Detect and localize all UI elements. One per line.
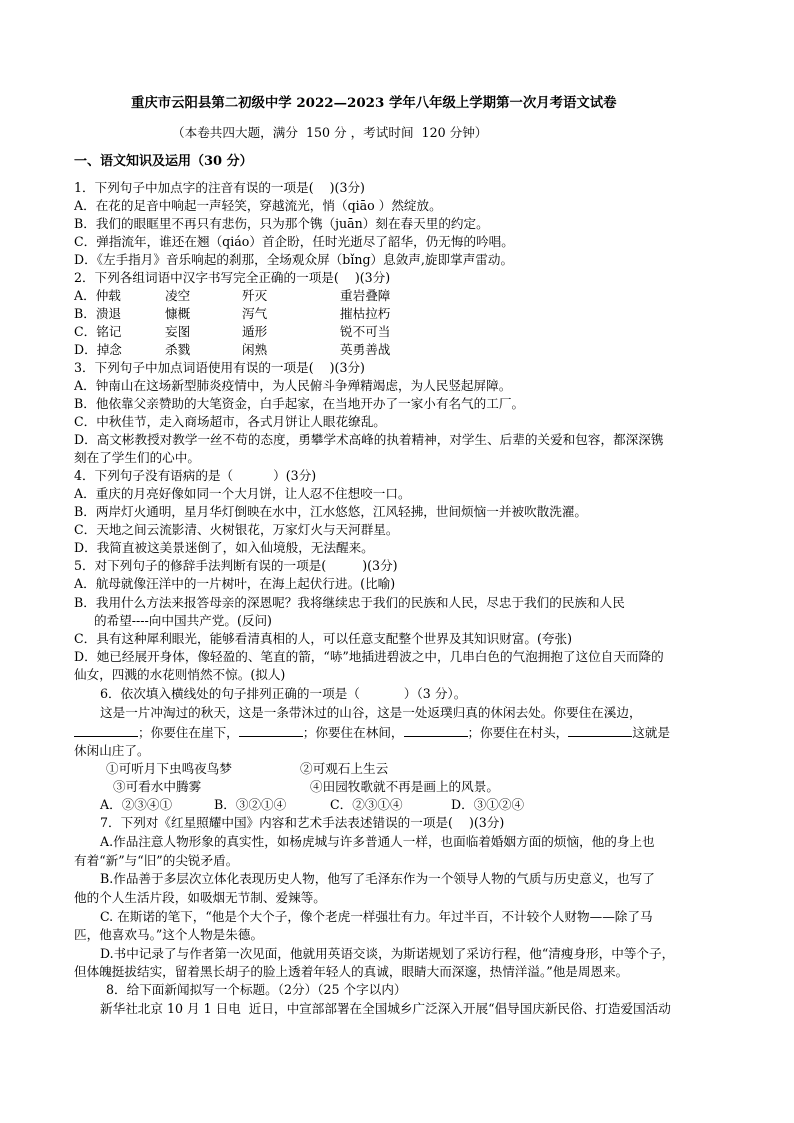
question-7-option-d: D.书中记录了与作者第一次见面，他就用英语交谈，为斯诺规划了采访行程，他“清瘦身形，中等个子， xyxy=(100,946,675,961)
question-3-option-d-cont: 刻在了学生们的心中。 xyxy=(74,450,200,465)
question-2-option-a-word-4: 重岩叠障 xyxy=(340,288,391,303)
question-7-option-b-cont: 他的个人生活片段，如吸烟无节制、爱辣等。 xyxy=(74,890,326,905)
question-3-option-a: A．钟南山在这场新型肺炎疫情中，为人民俯斗争殚精竭虑，为人民竖起屏障。 xyxy=(74,378,512,393)
fill-blank-1[interactable] xyxy=(74,726,138,737)
question-1-option-c: C．弹指流年，谁还在翘（qiáo）首企盼，任时光逝尽了韶华，仍无悔的吟唱。 xyxy=(74,234,514,249)
page-title: 重庆市云阳县第二初级中学 2022—2023 学年八年级上学期第一次月考语文试卷 xyxy=(131,95,617,111)
question-4-option-b: B．两岸灯火通明，星月华灯倒映在水中，江水悠悠，江风轻拂，世间烦恼一并被吹散洗濯。 xyxy=(74,504,588,519)
question-6-stem: 6．依次填入横线处的句子排列正确的一项是（ ）（3 分）。 xyxy=(100,686,467,701)
question-2-option-b-word-2: 慷概 xyxy=(165,306,191,321)
question-2-option-d-word-2: 杀戮 xyxy=(165,342,191,357)
question-7-stem: 7．下列对《红星照耀中国》内容和艺术手法表述错误的一项是( )(3分) xyxy=(100,815,505,830)
question-3-option-b: B．他依靠父亲赞助的大笔资金，白手起家，在当地开办了一家小有名气的工厂。 xyxy=(74,396,525,411)
fill-blank-2[interactable] xyxy=(239,726,303,737)
question-3-option-d: D．高文彬教授对教学一丝不苟的态度，勇攀学术高峰的执着精神，对学生、后辈的关爱和包容，都深深镌 xyxy=(74,432,664,447)
question-2-option-c-word-3: 遁形 xyxy=(242,324,268,339)
question-2-option-c-word-2: 妄图 xyxy=(165,324,191,339)
question-1-stem: 1．下列句子中加点字的注音有误的一项是( )(3分) xyxy=(74,180,365,195)
question-2-option-a-word-2: 凌空 xyxy=(165,288,191,303)
question-5-option-d: D．她已经展开身体，像轻盈的、笔直的箭，“哧”地插进碧波之中，几串白色的气泡拥抱了这位自天而降的 xyxy=(74,649,664,664)
question-4-option-d: D．我简直被这美景迷倒了，如入仙境般，无法醒来。 xyxy=(74,540,374,555)
question-7-option-a: A.作品注意人物形象的真实性，如杨虎城与许多普通人一样，也面临着婚姻方面的烦恼，他的身上也 xyxy=(100,834,655,849)
question-7-option-a-cont: 有着“新”与“旧”的尖锐矛盾。 xyxy=(74,853,239,868)
fill-blank-3[interactable] xyxy=(404,726,468,737)
question-5-option-b-cont: 的希望----向中国共产党。(反问) xyxy=(94,613,272,628)
section-heading: 一、语文知识及运用（30 分） xyxy=(74,154,253,169)
question-5-option-c: C．具有这种犀利眼光，能够看清真相的人，可以任意支配整个世界及其知识财富。(夸张) xyxy=(74,631,573,646)
question-6-option-a: A．②③④① xyxy=(100,797,173,812)
question-7-option-c: C. 在斯诺的笔下，“他是个大个子，像个老虎一样强壮有力。年过半百，不计较个人财物——除了马 xyxy=(100,909,653,924)
question-2-option-b-word-1: B．溃退 xyxy=(74,306,122,321)
question-4-stem: 4．下列句子没有语病的是（ ）(3分) xyxy=(74,468,317,483)
question-2-option-d-word-3: 闲熟 xyxy=(242,342,268,357)
question-2-stem: 2．下列各组词语中汉字书写完全正确的一项是( )(3分) xyxy=(74,270,391,285)
question-2-option-b-word-3: 泻气 xyxy=(242,306,268,321)
question-6-passage: 这是一片冲淘过的秋天，这是一条带沐过的山谷，这是一处返璞归真的休闲去处。你要住在溪边， xyxy=(100,705,642,720)
question-2-option-a-word-1: A．仲载 xyxy=(74,288,121,303)
question-8-news-text: 新华社北京 10 月 1 日电 近日，中宣部部署在全国城乡广泛深入开展“倡导国庆新民俗、打造爱国活动 xyxy=(100,1001,671,1016)
question-2-option-c-word-4: 锐不可当 xyxy=(340,324,391,339)
question-6-passage-line-3: 休闲山庄了。 xyxy=(74,743,150,758)
question-3-stem: 3．下列句子中加点词语使用有误的一项是( )(3分) xyxy=(74,360,365,375)
question-7-option-d-cont: 但体魄挺拔结实，留着黑长胡子的脸上透着年轻人的真诚，眼睛大而深邃，热情洋溢。”他是周恩来。 xyxy=(74,964,629,979)
question-1-option-a: A．在花的足音中响起一声轻笑，穿越流光，悄（qiāo ）然绽放。 xyxy=(74,198,442,213)
question-6-choice-1: ①可听月下虫鸣夜鸟梦 xyxy=(106,761,232,776)
question-6-option-c: C．②③①④ xyxy=(330,797,403,812)
question-2-option-d-word-1: D．掉念 xyxy=(74,342,122,357)
question-1-option-d: D．《左手指月》音乐响起的刹那，全场观众屏（bǐng）息敛声,旋即掌声雷动。 xyxy=(74,252,514,267)
question-6-choice-2: ②可观石上生云 xyxy=(300,761,389,776)
question-8-stem: 8．给下面新闻拟写一个标题。（2分）（25 个字以内） xyxy=(106,982,407,997)
question-2-option-a-word-3: 歼灭 xyxy=(242,288,268,303)
question-7-option-b: B.作品善于多层次立体化表现历史人物，他写了毛泽东作为一个领导人物的气质与历史意义，也写了 xyxy=(100,871,655,886)
question-1-option-b: B．我们的眼眶里不再只有悲伤，只为那个镌（juān）刻在春天里的约定。 xyxy=(74,216,489,231)
question-5-option-d-cont: 仙女，四溅的水花则悄然不惊。(拟人) xyxy=(74,667,286,682)
question-6-choice-4: ④田园牧歌就不再是画上的风景。 xyxy=(310,779,499,794)
question-5-option-a: A．航母就像汪洋中的一片树叶，在海上起伏行进。(比喻) xyxy=(74,576,396,591)
question-2-option-b-word-4: 摧枯拉朽 xyxy=(340,306,391,321)
question-5-stem: 5．对下列句子的修辞手法判断有误的一项是( )(3分) xyxy=(74,558,398,573)
question-6-choice-3: ③可看水中腾雾 xyxy=(113,779,202,794)
question-6-passage-line-2: ；你要住在崖下， ；你要住在林间， ；你要住在村头， 这就是 xyxy=(74,726,670,740)
question-7-option-c-cont: 匹，他喜欢马。”这个人物是朱德。 xyxy=(74,927,264,942)
question-6-option-d: D．③①②④ xyxy=(451,797,525,812)
exam-subtitle: （本卷共四大题，满分 150 分 ，考试时间 120 分钟） xyxy=(172,125,488,140)
question-2-option-d-word-4: 英勇善战 xyxy=(340,342,391,357)
question-4-option-c: C．天地之间云流影清、火树银花，万家灯火与天河群星。 xyxy=(74,522,399,537)
fill-blank-4[interactable] xyxy=(568,726,632,737)
question-5-option-b: B．我用什么方法来报答母亲的深恩呢？我将继续忠于我们的民族和人民，尽忠于我们的民族和人民 xyxy=(74,595,625,610)
question-4-option-a: A．重庆的月亮好像如同一个大月饼，让人忍不住想咬一口。 xyxy=(74,486,411,501)
question-3-option-c: C．中秋佳节，走入商场超市，各式月饼让人眼花缭乱。 xyxy=(74,414,386,429)
question-6-option-b: B．③②①④ xyxy=(214,797,287,812)
question-2-option-c-word-1: C．铭记 xyxy=(74,324,122,339)
